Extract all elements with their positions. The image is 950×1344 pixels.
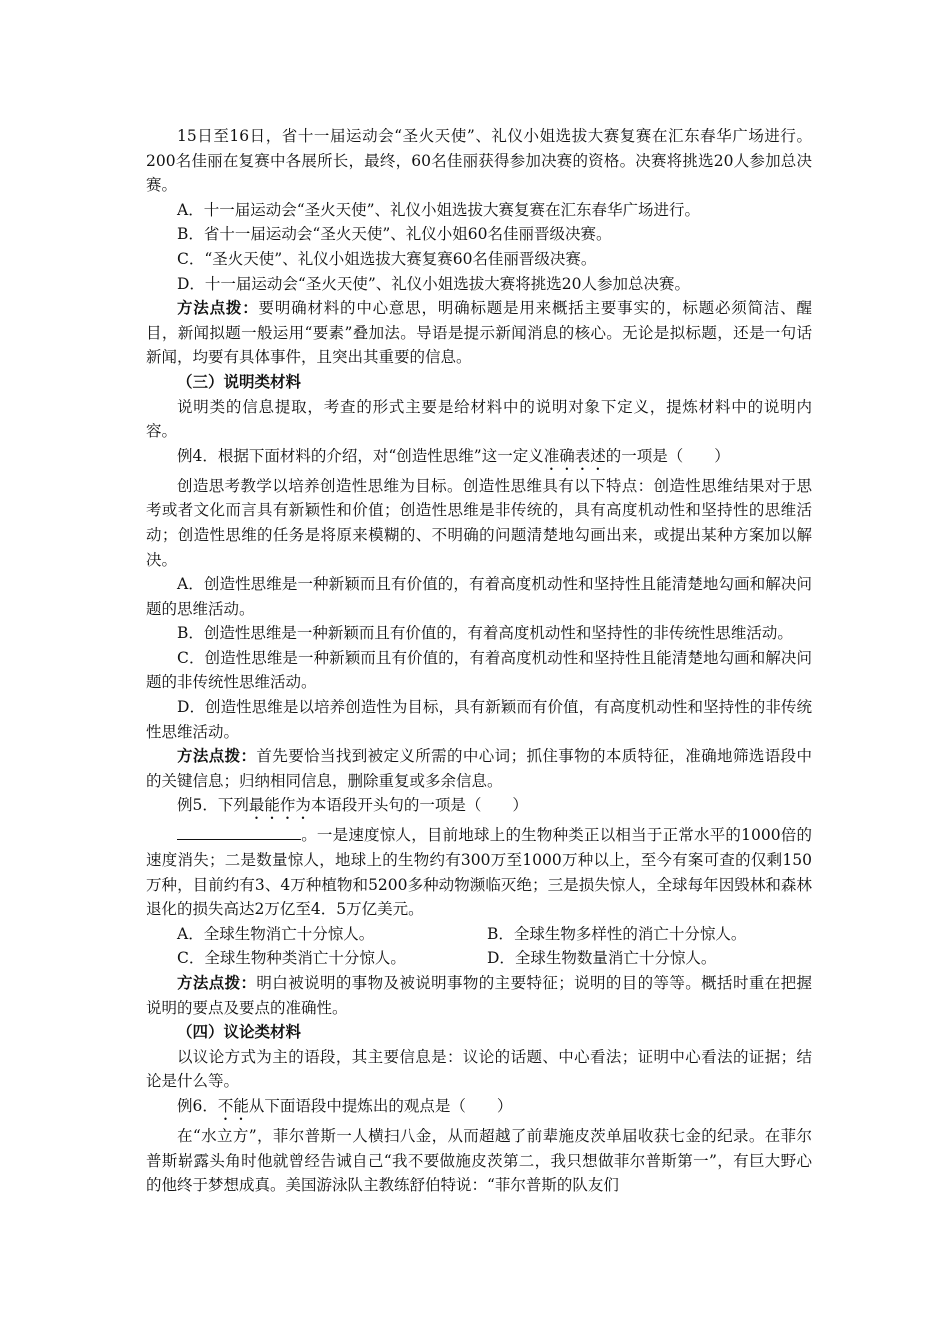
question-text: 本语段开头句的一项是（ ） xyxy=(310,796,528,815)
emphasis-text: 不能 xyxy=(217,1096,249,1115)
example5-option-b: B．全球生物多样性的消亡十分惊人。 xyxy=(487,924,747,943)
example5-option-d: D．全球生物数量消亡十分惊人。 xyxy=(487,949,717,968)
example4-passage: 创造思考教学以培养创造性思维为目标。创造性思维具有以下特点：创造性思维结果对于思考或者文化而言具有新颖性和价值；创造性思维是非传统的，具有高度机动性和坚持性的思维活动；创造性思维的任务是将原来模糊的、不明确的问题清楚地勾画出来，或提出某种方案加以解决。 xyxy=(146,476,812,569)
emphasis-text: 准确表述 xyxy=(543,446,606,465)
example5-options-row-2 xyxy=(146,946,812,971)
example4-option-a: A．创造性思维是一种新颖而且有价值的，有着高度机动性和坚持性且能清楚地勾画和解决问题的思维活动。 xyxy=(146,575,812,618)
section-intro-argumentative: 以议论方式为主的语段，其主要信息是：议论的话题、中心看法；证明中心看法的证据；结论是什么等。 xyxy=(146,1047,812,1091)
method-tip-label: 方法点拨： xyxy=(177,973,257,992)
example5-question xyxy=(146,793,812,823)
example4-option-b: B．创造性思维是一种新颖而且有价值的，有着高度机动性和坚持性的非传统性思维活动。 xyxy=(177,624,793,643)
example6-passage: 在“水立方”，菲尔普斯一人横扫八金，从而超越了前辈施皮茨单届收获七金的纪录。在菲尔普斯崭露头角时他就曾经告诫自己“我不要做施皮茨第二，我只想做菲尔普斯第一”，有巨大野心的他终于梦想成真。美国游泳队主教练舒伯特说：“菲尔普斯的队友们 xyxy=(146,1126,812,1195)
example3-option-d: D．十一届运动会“圣火天使”、礼仪小姐选拔大赛将挑选20人参加总决赛。 xyxy=(177,274,691,293)
passage-text: 。一是速度惊人，目前地球上的生物种类正以相当于正常水平的1000倍的速度消失；二是数量惊人，地球上的生物约有300万至1000万种以上，至今有案可查的仅剩150万种，目前约有3、4万种植物和5200多种动物濒临灭绝；三是损失惊人，全球每年因毁林和森林退化的损失高达2万亿至4．5万亿美元。 xyxy=(146,826,812,919)
example3-option-b: B．省十一届运动会“圣火天使”、礼仪小姐60名佳丽晋级决赛。 xyxy=(177,225,612,244)
method-tip-text: 要明确材料的中心意思，明确标题是用来概括主要事实的，标题必须简洁、醒目，新闻拟题一般运用“要素”叠加法。导语是提示新闻消息的核心。无论是拟标题，还是一句话新闻，均要有具体事件，且突出其重要的信息。 xyxy=(146,299,812,367)
example5-option-c: C．全球生物种类消亡十分惊人。 xyxy=(177,949,406,968)
example4-option-d: D．创造性思维是以培养创造性为目标，具有新颖而有价值，有高度机动性和坚持性的非传统性思维活动。 xyxy=(146,698,812,741)
example3-option-c: C．“圣火天使”、礼仪小姐选拔大赛复赛60名佳丽晋级决赛。 xyxy=(177,249,597,268)
section-intro-explanatory: 说明类的信息提取，考查的形式主要是给材料中的说明对象下定义，提炼材料中的说明内容。 xyxy=(146,397,812,441)
section-heading-explanatory: （三）说明类材料 xyxy=(177,371,302,391)
document-content xyxy=(146,124,812,1198)
method-tip-label: 方法点拨： xyxy=(177,298,259,318)
section-heading-argumentative: （四）议论类材料 xyxy=(177,1022,302,1042)
question-text: 从下面语段中提炼出的观点是（ ） xyxy=(248,1096,513,1115)
question-text: 例4．根据下面材料的介绍，对“创造性思维”这一定义 xyxy=(177,446,544,465)
example3-method-tip xyxy=(146,296,812,370)
example5-passage xyxy=(146,823,812,921)
example4-question xyxy=(146,444,812,474)
example3-option-a: A．十一届运动会“圣火天使”、礼仪小姐选拔大赛复赛在汇东春华广场进行。 xyxy=(177,200,701,219)
example4-option-c: C．创造性思维是一种新颖而且有价值的，有着高度机动性和坚持性且能清楚地勾画和解决问题的非传统性思维活动。 xyxy=(146,648,812,692)
question-text: 例6． xyxy=(177,1096,218,1115)
example3-passage: 15日至16日，省十一届运动会“圣火天使”、礼仪小姐选拔大赛复赛在汇东春华广场进行。200名佳丽在复赛中各展所长，最终，60名佳丽获得参加决赛的资格。决赛将挑选20人参加总决赛。 xyxy=(146,127,812,195)
example5-options-row-1 xyxy=(146,922,812,947)
example4-method-tip xyxy=(146,744,812,793)
fill-in-blank xyxy=(177,824,301,840)
example5-option-a: A．全球生物消亡十分惊人。 xyxy=(177,924,375,943)
example5-method-tip xyxy=(146,971,812,1020)
emphasis-text: 最能作为 xyxy=(248,796,311,815)
question-text: 例5．下列 xyxy=(177,796,249,815)
method-tip-label: 方法点拨： xyxy=(177,746,257,766)
method-tip-text: 明白被说明的事物及被说明事物的主要特征；说明的目的等等。概括时重在把握说明的要点及要点的准确性。 xyxy=(146,974,812,1017)
example6-question xyxy=(146,1094,812,1124)
question-text: 的一项是（ ） xyxy=(605,446,730,465)
method-tip-text: 首先要恰当找到被定义所需的中心词；抓住事物的本质特征，准确地筛选语段中的关键信息；归纳相同信息，删除重复或多余信息。 xyxy=(146,747,812,790)
